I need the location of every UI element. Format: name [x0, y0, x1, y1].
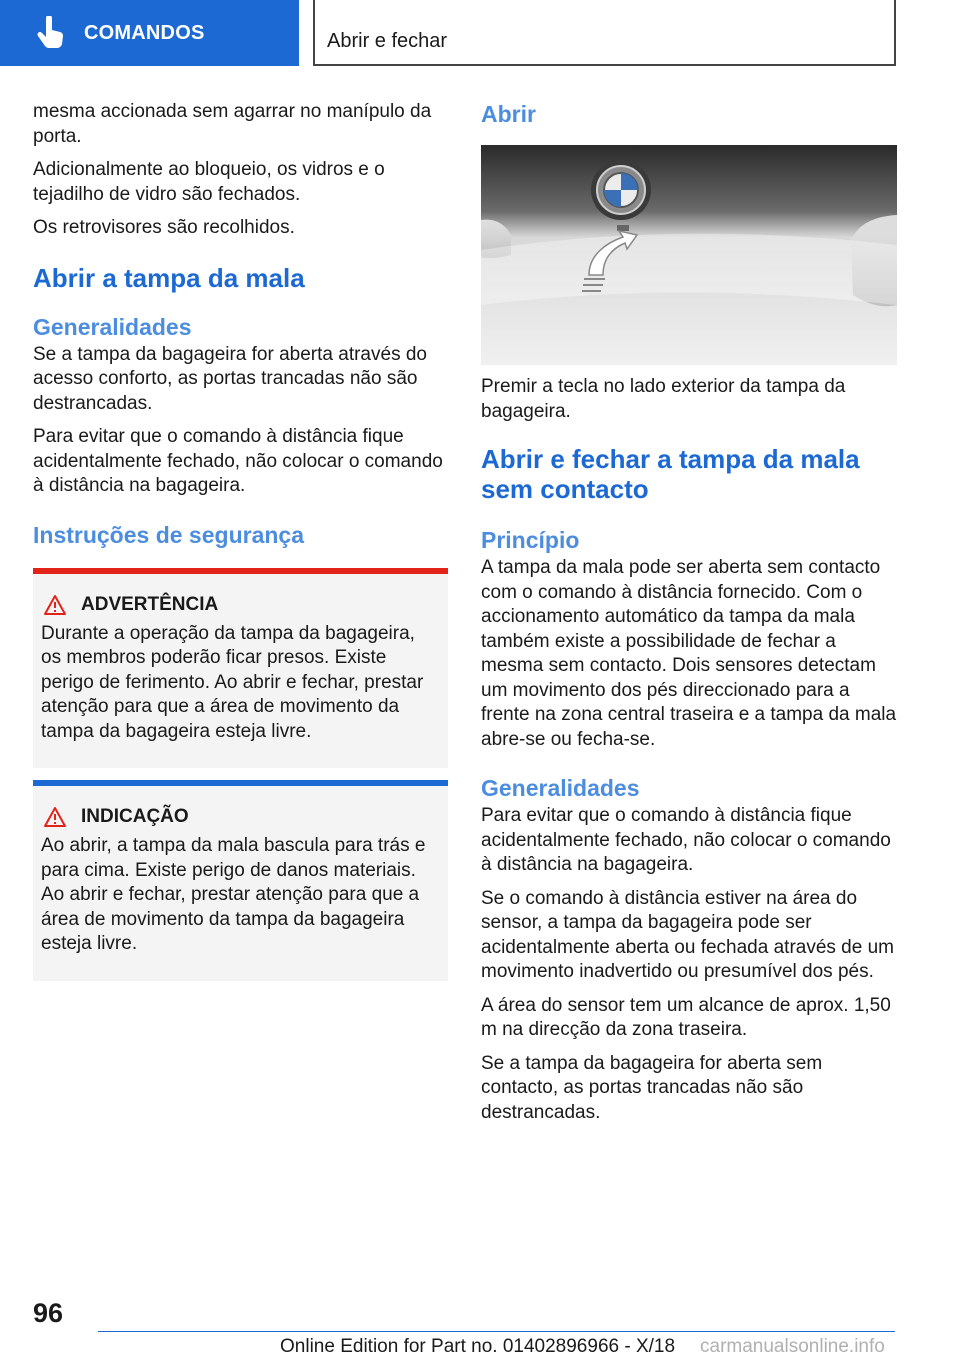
breadcrumb-label: Abrir e fechar: [327, 30, 448, 52]
paragraph: Para evitar que o comando à distância fique acidentalmente fechado, não colocar o comando à distância na bagageira.: [33, 426, 443, 496]
paragraph: Adicionalmente ao bloqueio, os vidros e o tejadilho de vidro são fechados.: [33, 159, 385, 205]
left-column: [33, 100, 448, 981]
trunk-button-illustration: [481, 145, 897, 365]
notice-title: INDICAÇÃO: [81, 806, 189, 827]
heading-general: Generalidades: [33, 313, 192, 340]
heading-general: Generalidades: [481, 775, 640, 801]
notice-box: [33, 780, 448, 981]
footer-divider: [98, 1331, 895, 1332]
right-column: [481, 100, 897, 1134]
breadcrumb: [313, 0, 896, 66]
paragraph: mesma accionada sem agarrar no manípulo da porta.: [33, 101, 432, 147]
warning-text: Durante a operação da tampa da bagageira, os membros poderão ficar presos. Existe perigo de ferimento. Ao abrir e fechar, prestar atenção para que a área de movimento da tampa da bagageira esteja livre.: [41, 622, 424, 742]
notice-text: Ao abrir, a tampa da mala bascula para trás e para cima. Existe perigo de danos materiais. Ao abrir e fechar, prestar atenção para que a área de movimento da tampa da bagageira esteja livre.: [41, 835, 426, 954]
warning-title: ADVERTÊNCIA: [81, 593, 219, 615]
heading-open: Abrir: [481, 101, 536, 127]
footer-edition: Online Edition for Part no. 01402896966 - X/18: [280, 1336, 676, 1357]
paragraph: Os retrovisores são recolhidos.: [33, 217, 295, 238]
heading-principle: Princípio: [481, 527, 580, 553]
heading-open-trunk: Abrir a tampa da mala: [33, 262, 305, 293]
warning-box: [33, 568, 448, 769]
warning-triangle-icon: [43, 806, 67, 828]
page-number: 96: [33, 1298, 64, 1328]
image-caption: Premir a tecla no lado exterior da tampa da bagageira.: [481, 376, 846, 422]
paragraph: Para evitar que o comando à distância fique acidentalmente fechado, não colocar o comando à distância na bagageira.: [481, 805, 891, 875]
paragraph: A área do sensor tem um alcance de aprox. 1,50 m na direcção da zona traseira.: [481, 994, 891, 1040]
warning-triangle-icon: [43, 594, 67, 616]
watermark: carmanualsonline.info: [700, 1336, 885, 1357]
heading-safety: Instruções de segurança: [33, 521, 304, 548]
paragraph: Se o comando à distância estiver na área do sensor, a tampa da bagageira pode ser acidentalmente aberta ou fechada através de um movimento inadvertido ou presumível dos pés.: [481, 887, 894, 982]
heading-contactless: Abrir e fechar a tampa da mala sem contacto: [481, 444, 860, 504]
section-tab[interactable]: [0, 0, 299, 66]
paragraph: A tampa da mala pode ser aberta sem contacto com o comando à distância fornecido. Com o accionamento automático da tampa da mala também existe a possibilidade de fechar a mesma sem contacto. Dois sensores detectam um movimento dos pés direccionado para a frente na zona central traseira e a tampa da mala abre-se ou fecha-se.: [481, 557, 897, 750]
section-title: COMANDOS: [84, 21, 205, 44]
paragraph: Se a tampa da bagageira for aberta através do acesso conforto, as portas trancadas não são destrancadas.: [33, 343, 427, 414]
paragraph: Se a tampa da bagageira for aberta sem contacto, as portas trancadas não são destrancadas.: [481, 1052, 823, 1123]
hand-pointer-icon: [36, 16, 66, 50]
